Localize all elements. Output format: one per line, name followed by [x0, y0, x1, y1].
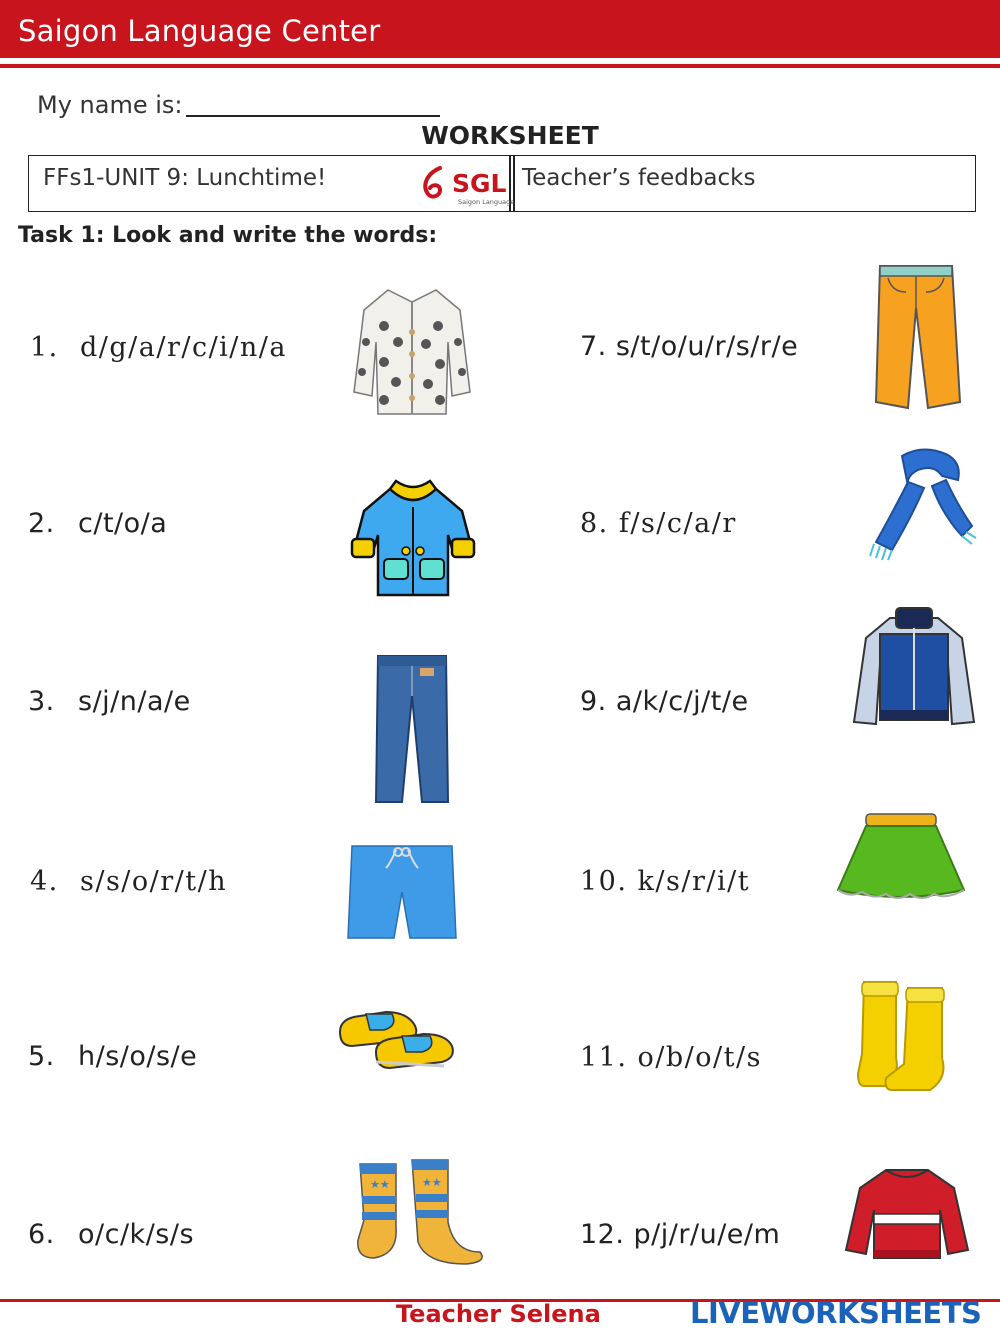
scrambled-word: o/b/o/t/s — [637, 1042, 762, 1073]
scrambled-word: o/c/k/s/s — [78, 1219, 195, 1250]
skirt-icon — [836, 812, 966, 904]
list-item: 5. h/s/o/s/e — [28, 1041, 198, 1072]
jacket-icon — [850, 604, 978, 732]
list-item: 9. a/k/c/j/t/e — [580, 686, 749, 717]
watermark-text: LIVEWORKSHEETS — [690, 1296, 982, 1330]
socks-icon — [354, 1158, 488, 1268]
scrambled-word: s/j/n/a/e — [78, 686, 191, 717]
svg-text:Saigon Language: Saigon Language — [458, 198, 515, 206]
trousers-icon — [866, 262, 962, 412]
svg-text:SGL: SGL — [452, 169, 507, 198]
teacher-name: Teacher Selena — [396, 1300, 601, 1328]
sgl-logo — [418, 162, 518, 208]
cardigan-icon — [348, 282, 476, 422]
list-item: 6. o/c/k/s/s — [28, 1219, 195, 1250]
list-item: 2. c/t/o/a — [28, 508, 168, 539]
list-item: 12. p/j/r/u/e/m — [580, 1219, 781, 1250]
list-item: 11. o/b/o/t/s — [580, 1042, 762, 1073]
svg-text:★★: ★★ — [370, 1179, 390, 1191]
liveworksheets-watermark — [690, 1296, 981, 1330]
task-title: Task 1: Look and write the words: — [18, 223, 438, 248]
shoes-icon — [336, 1006, 456, 1092]
name-label: My name is: — [37, 91, 183, 119]
shorts-icon — [346, 842, 458, 946]
coat-icon — [350, 475, 476, 603]
list-item: 10. k/s/r/i/t — [580, 866, 751, 897]
svg-text:★★: ★★ — [422, 1177, 442, 1189]
list-item: 7. s/t/o/u/r/s/r/e — [580, 331, 799, 362]
jeans-icon — [372, 652, 452, 806]
scrambled-word: h/s/o/s/e — [78, 1041, 198, 1072]
list-item: 3. s/j/n/a/e — [28, 686, 191, 717]
scrambled-word: k/s/r/i/t — [637, 866, 751, 897]
scrambled-word: p/j/r/u/e/m — [633, 1219, 781, 1250]
teacher-feedback-label: Teacher’s feedbacks — [522, 165, 756, 191]
scrambled-word: d/g/a/r/c/i/n/a — [80, 332, 287, 363]
scarf-icon — [862, 446, 982, 562]
boots-icon — [856, 978, 956, 1092]
scrambled-word: a/k/c/j/t/e — [615, 686, 749, 717]
scrambled-word: f/s/c/a/r — [618, 508, 737, 539]
header-divider — [0, 64, 1000, 68]
list-item: 4. s/s/o/r/t/h — [30, 866, 228, 897]
header-title: Saigon Language Center — [18, 14, 381, 48]
scrambled-word: s/s/o/r/t/h — [80, 866, 228, 897]
name-input-line[interactable] — [186, 115, 440, 117]
jumper-icon — [842, 1164, 972, 1264]
unit-title: FFs1-UNIT 9: Lunchtime! — [43, 165, 327, 191]
worksheet-title: WORKSHEET — [421, 121, 599, 150]
list-item: 1. d/g/a/r/c/i/n/a — [30, 332, 287, 363]
scrambled-word: s/t/o/u/r/s/r/e — [615, 331, 799, 362]
scrambled-word: c/t/o/a — [78, 508, 168, 539]
list-item: 8. f/s/c/a/r — [580, 508, 737, 539]
